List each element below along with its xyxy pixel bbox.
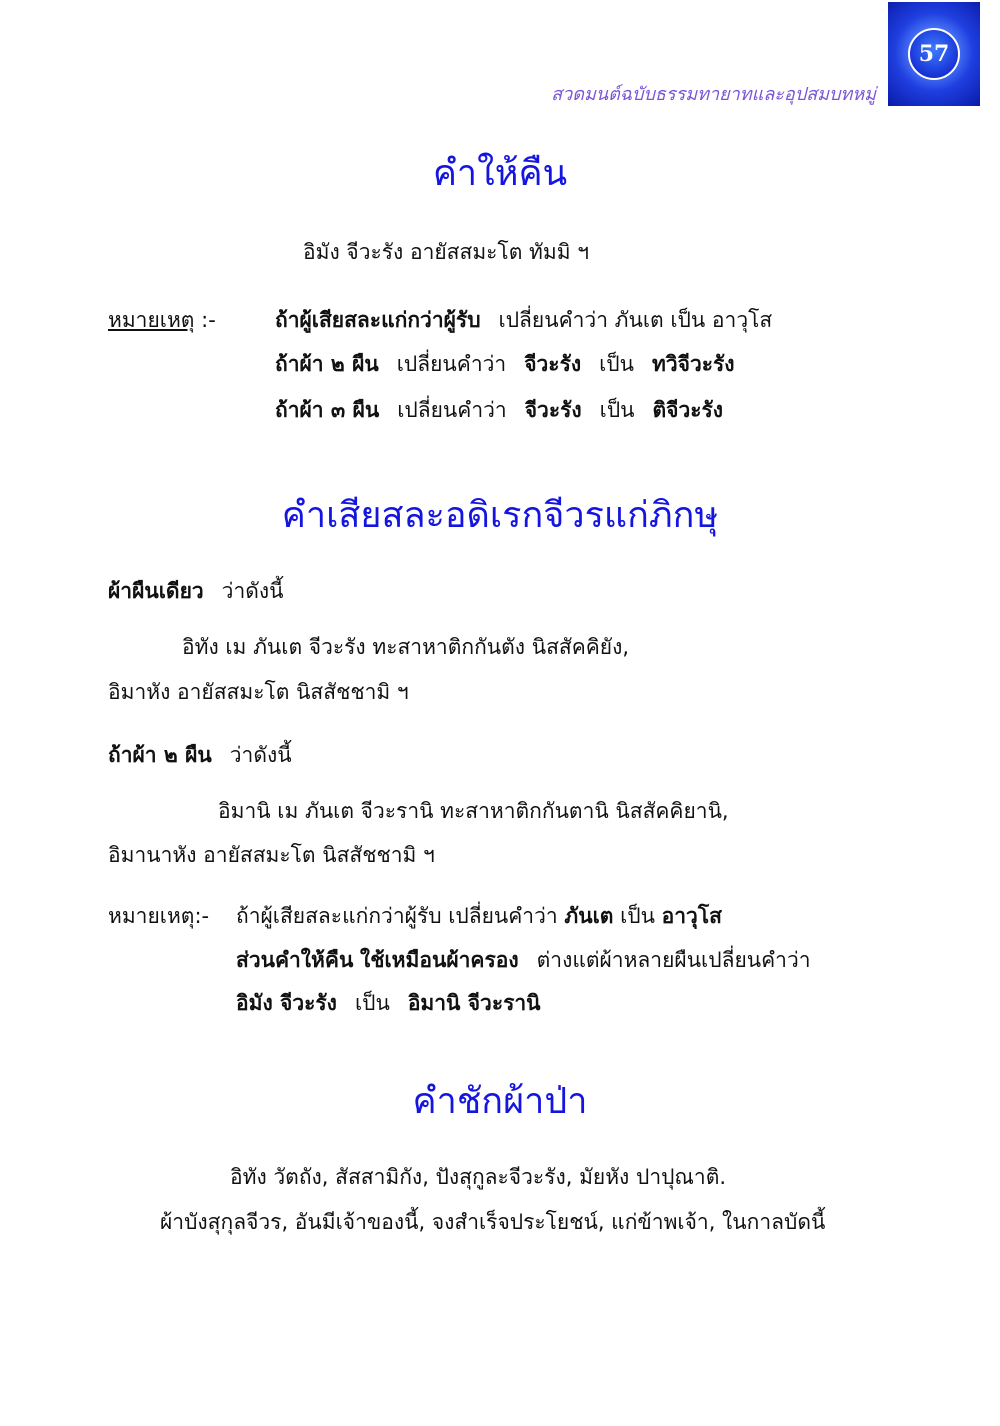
note1-line3-mid: เปลี่ยนคำว่า (397, 398, 507, 422)
note1-line3 (275, 398, 723, 423)
double-robe-label (108, 743, 292, 768)
section-title-sacrifice: คำเสียสละอดิเรกจีวรแก่ภิกษุ (281, 495, 719, 536)
note1-line3-word: จีวะรัง (524, 398, 582, 422)
note1-line1-rest: เปลี่ยนคำว่า ภันเต เป็น อาวุโส (498, 308, 773, 332)
section-title-forest-robe: คำชักผ้าป่า (412, 1081, 588, 1122)
running-title: สวดมนต์ฉบับธรรมทายาทและอุปสมบทหมู่ (551, 84, 876, 105)
double-robe-label-suffix: ว่าดังนี้ (229, 743, 292, 767)
note2-line3-bold1: อิมัง จีวะรัง (236, 991, 337, 1015)
note2-line2-bold1: ส่วนคำให้คืน (236, 948, 354, 972)
note1-line1 (275, 308, 772, 333)
note-label-sep: :- (194, 308, 216, 332)
note2-line2 (236, 948, 811, 973)
note1-line2-new: ทวิจีวะรัง (652, 352, 735, 376)
note2-line3-as: เป็น (354, 991, 390, 1015)
note2-line2-bold2: ใช้เหมือนผ้าครอง (360, 948, 519, 972)
note2-line3-bold2: อิมานิ จีวะรานิ (407, 991, 541, 1015)
single-robe-label (108, 579, 284, 604)
note1-line3-bold: ถ้าผ้า ๓ ผืน (275, 398, 380, 422)
note2-line3 (236, 991, 541, 1016)
note2-line1-bold1: ภันเต (564, 904, 614, 928)
single-robe-chant-line1: อิทัง เม ภันเต จีวะรัง ทะสาหาติกกันตัง นิสสัคคิยัง, (182, 635, 630, 659)
note2-label: หมายเหตุ:- (108, 904, 210, 928)
note1-line3-new: ติจีวะรัง (652, 398, 724, 422)
note1-line2-as: เป็น (599, 352, 634, 376)
page-number: 57 (908, 28, 960, 80)
double-robe-label-bold: ถ้าผ้า ๒ ผืน (108, 743, 212, 767)
note2-line1-bold2: อาวุโส (661, 904, 722, 928)
note-label-1 (108, 308, 216, 333)
single-robe-label-suffix: ว่าดังนี้ (221, 579, 284, 603)
return-chant: อิมัง จีวะรัง อายัสสมะโต ทัมมิ ฯ (303, 240, 590, 264)
note1-line2-bold: ถ้าผ้า ๒ ผืน (275, 352, 379, 376)
note-label-text: หมายเหตุ (108, 308, 195, 332)
note1-line2-mid: เปลี่ยนคำว่า (396, 352, 507, 376)
single-robe-label-bold: ผ้าผืนเดียว (108, 579, 204, 603)
note1-line2 (275, 352, 735, 377)
note2-line1-as: เป็น (620, 904, 655, 928)
note2-line2-rest: ต่างแต่ผ้าหลายผืนเปลี่ยนคำว่า (536, 948, 811, 972)
double-robe-chant-line2: อิมานาหัง อายัสสมะโต นิสสัชชามิ ฯ (108, 843, 435, 867)
page-number-badge (888, 2, 980, 106)
section-title-return: คำให้คืน (432, 153, 568, 194)
forest-robe-chant-line1: อิทัง วัตถัง, สัสสามิกัง, ปังสุกูละจีวะรัง, มัยหัง ปาปุณาติ. (230, 1165, 727, 1189)
double-robe-chant-line1: อิมานิ เม ภันเต จีวะรานิ ทะสาหาติกกันตานิ นิสสัคคิยานิ, (218, 799, 729, 823)
note1-line3-as: เป็น (599, 398, 635, 422)
forest-robe-chant-line2: ผ้าบังสุกุลจีวร, อันมีเจ้าของนี้, จงสำเร็จประโยชน์, แก่ข้าพเจ้า, ในกาลบัดนี้ (160, 1210, 826, 1234)
note2-line1-text: ถ้าผู้เสียสละแก่กว่าผู้รับ เปลี่ยนคำว่า (236, 904, 558, 928)
note1-line1-bold: ถ้าผู้เสียสละแก่กว่าผู้รับ (275, 308, 481, 332)
note2-line1 (236, 904, 722, 929)
note1-line2-word: จีวะรัง (524, 352, 582, 376)
single-robe-chant-line2: อิมาหัง อายัสสมะโต นิสสัชชามิ ฯ (108, 680, 409, 704)
